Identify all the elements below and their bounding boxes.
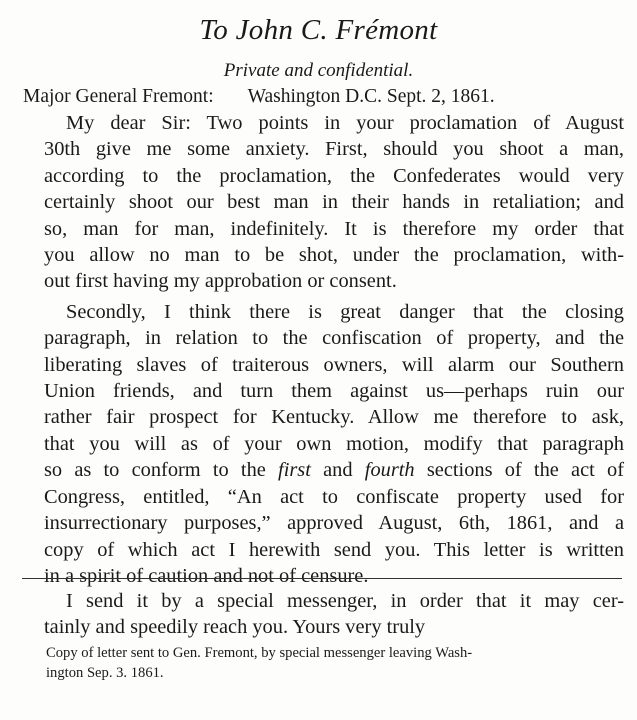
text-line: insurrectionary purposes,” approved August, 6th, 1861, and a bbox=[44, 512, 624, 535]
section-divider bbox=[22, 578, 622, 579]
text-line: certainly shoot our best man in their hands in retaliation; and bbox=[44, 191, 624, 214]
text-line: Secondly, I think there is great danger that the closing bbox=[66, 300, 624, 323]
text-segment: so as to conform to the bbox=[44, 459, 279, 482]
paragraph-1 bbox=[22, 110, 624, 295]
paragraph-2 bbox=[22, 299, 624, 589]
emphasis-fourth: fourth bbox=[364, 459, 415, 482]
paragraph-3-block bbox=[22, 588, 624, 641]
text-line: copy of which act I herewith send you. This letter is written bbox=[44, 538, 624, 561]
text-line: Congress, entitled, “An act to confiscate property used for bbox=[44, 485, 624, 508]
paragraph-3 bbox=[22, 588, 624, 641]
text-line: 30th give me some anxiety. First, should you shoot a man, bbox=[44, 138, 624, 161]
text-line: you allow no man to be shot, under the proclamation, with- bbox=[44, 244, 624, 267]
place-and-date: Washington D.C. Sept. 2, 1861. bbox=[247, 86, 495, 107]
letter-body bbox=[22, 110, 624, 589]
text-line bbox=[22, 457, 624, 483]
letter-caption bbox=[46, 643, 618, 683]
text-line: I send it by a special messenger, in order that it may cer- bbox=[66, 590, 624, 612]
text-line: so, man for man, indefinitely. It is therefore my order that bbox=[44, 217, 624, 240]
heading-row bbox=[23, 86, 623, 108]
text-line: that you will as of your own motion, modify that paragraph bbox=[44, 432, 624, 455]
text-line: Union friends, and turn them against us—perhaps ruin our bbox=[44, 380, 624, 403]
text-line: My dear Sir: Two points in your proclamation of August bbox=[66, 112, 624, 134]
emphasis-first: first bbox=[278, 459, 311, 482]
text-segment: sections of the act of bbox=[414, 459, 624, 482]
caption-line: Copy of letter sent to Gen. Fremont, by special messenger leaving Wash- bbox=[46, 645, 473, 661]
text-line: liberating slaves of traiterous owners, will alarm our Southern bbox=[44, 353, 624, 376]
text-line: tainly and speedily reach you. Yours very truly bbox=[44, 616, 426, 639]
caption-line: ington Sep. 3. 1861. bbox=[46, 665, 164, 681]
letter-title: To John C. Frémont bbox=[199, 14, 438, 46]
text-line: out first having my approbation or consent. bbox=[44, 270, 397, 293]
letter-subtitle: Private and confidential. bbox=[223, 60, 414, 81]
text-line: paragraph, in relation to the confiscation of property, and the bbox=[44, 327, 624, 350]
text-line: in a spirit of caution and not of censure. bbox=[44, 564, 369, 587]
text-line: rather fair prospect for Kentucky. Allow me therefore to ask, bbox=[44, 406, 624, 429]
text-line: according to the proclamation, the Confederates would very bbox=[44, 164, 624, 187]
addressee: Major General Fremont: bbox=[23, 86, 214, 107]
text-segment: and bbox=[310, 459, 365, 482]
